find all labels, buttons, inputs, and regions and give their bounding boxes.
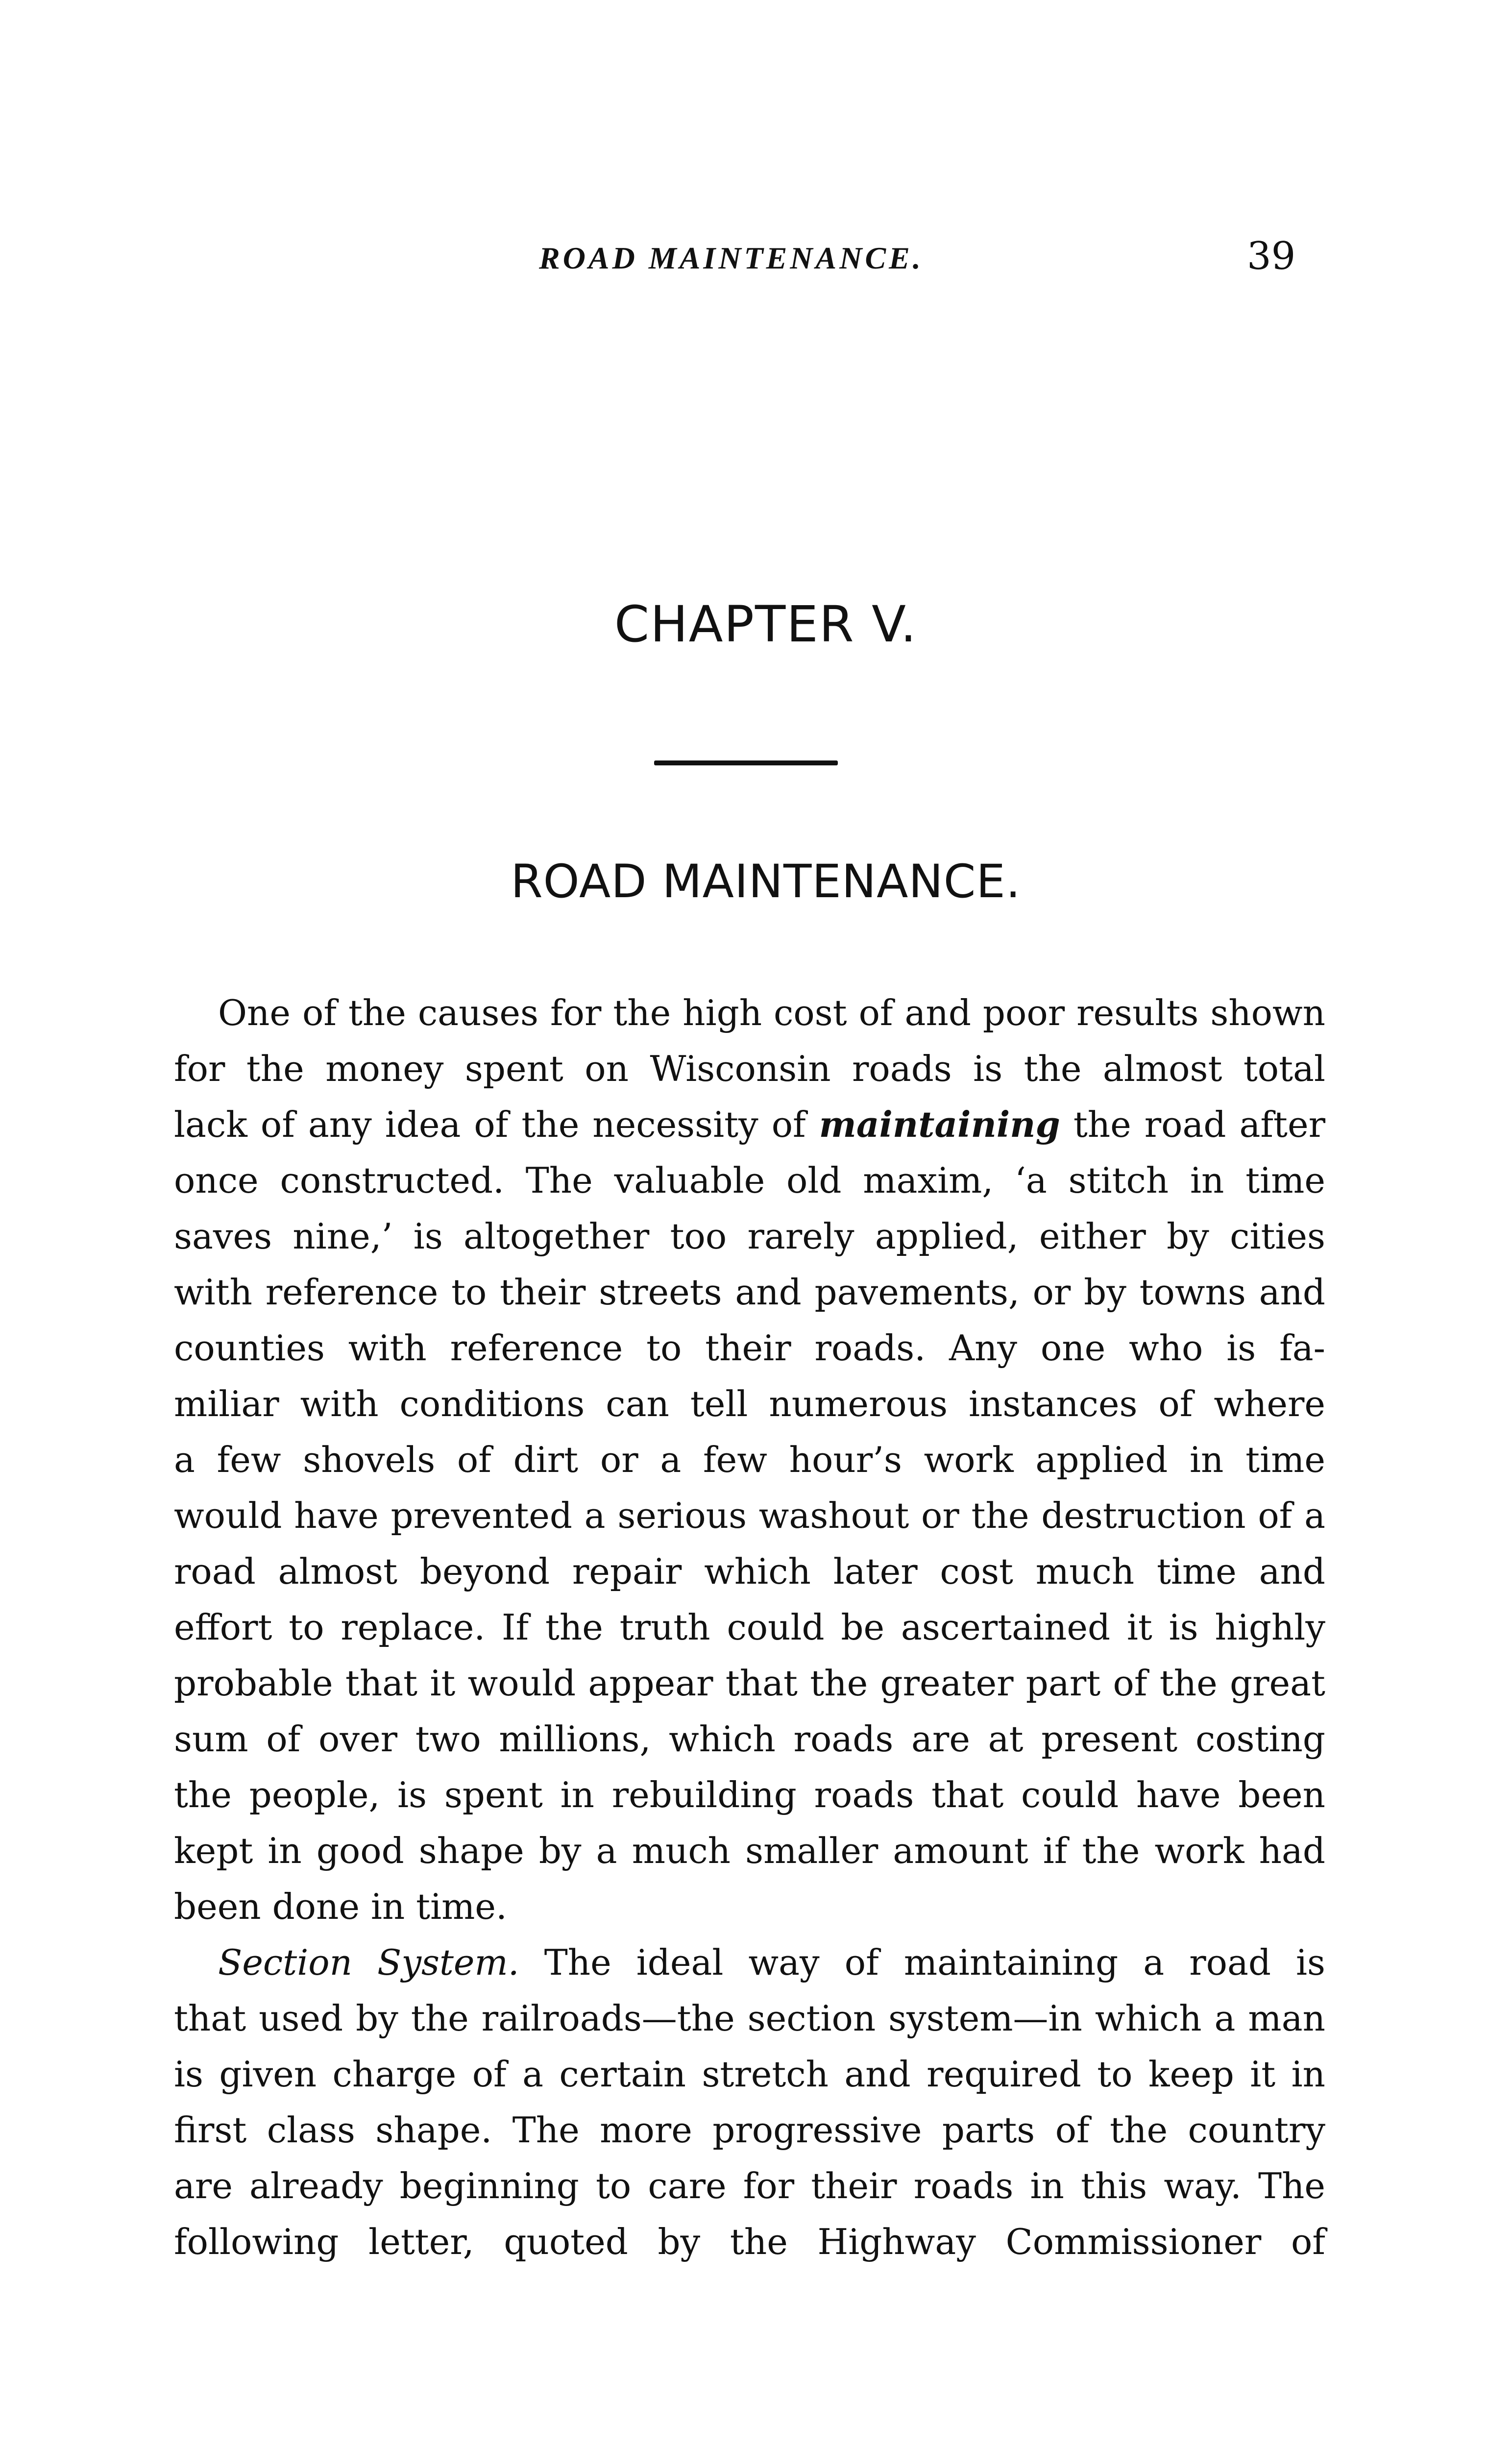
text-line: with reference to their streets and pavements, or by towns and — [174, 1272, 1325, 1313]
text-fragment: the road after — [1060, 1104, 1326, 1145]
text-fragment: lack of any idea of the necessity of — [174, 1104, 819, 1145]
text-line: effort to replace. If the truth could be ascertained it is highly — [174, 1607, 1325, 1648]
text-fragment: The ideal way of maintaining a road is — [519, 1942, 1326, 1983]
text-line: One of the causes for the high cost of and poor results shown — [218, 992, 1325, 1033]
text-line — [174, 1097, 1325, 1152]
text-line: first class shape. The more progressive parts of the country — [174, 2109, 1325, 2151]
text-line: counties with reference to their roads. Any one who is fa- — [174, 1327, 1325, 1369]
section-subheading: Section System. — [218, 1942, 519, 1983]
text-line: would have prevented a serious washout or the destruction of a — [174, 1495, 1325, 1536]
text-line: saves nine,’ is altogether too rarely applied, either by cities — [174, 1216, 1325, 1257]
page-number: 39 — [1247, 234, 1296, 278]
text-line: miliar with conditions can tell numerous instances of where — [174, 1383, 1325, 1424]
running-header: ROAD MAINTENANCE. — [539, 241, 924, 275]
paragraph-1 — [174, 985, 1325, 1935]
text-line: once constructed. The valuable old maxim, ‘a stitch in time — [174, 1160, 1325, 1201]
chapter-title: CHAPTER V. — [614, 595, 918, 654]
text-line: kept in good shape by a much smaller amount if the work had — [174, 1830, 1325, 1871]
text-line: are already beginning to care for their roads in this way. The — [174, 2165, 1325, 2206]
section-title: ROAD MAINTENANCE. — [511, 855, 1021, 908]
text-line: sum of over two millions, which roads are at present costing — [174, 1718, 1325, 1760]
text-line: probable that it would appear that the greater part of the great — [174, 1663, 1325, 1704]
text-line: road almost beyond repair which later cost much time and — [174, 1551, 1325, 1592]
emphasis-text: maintaining — [819, 1103, 1060, 1145]
paragraph-2 — [174, 1935, 1325, 2270]
text-line: been done in time. — [174, 1886, 507, 1927]
text-line: for the money spent on Wisconsin roads is the almost total — [174, 1048, 1325, 1089]
text-line: is given charge of a certain stretch and required to keep it in — [174, 2054, 1325, 2095]
text-line: a few shovels of dirt or a few hour’s work applied in time — [174, 1439, 1325, 1480]
chapter-divider-rule — [654, 760, 838, 765]
text-line: following letter, quoted by the Highway Commissioner of — [174, 2221, 1325, 2262]
text-line: that used by the railroads—the section system—in which a man — [174, 1998, 1325, 2039]
text-line: the people, is spent in rebuilding roads that could have been — [174, 1774, 1325, 1815]
body-text — [174, 985, 1325, 2270]
text-line — [174, 1935, 1325, 1990]
